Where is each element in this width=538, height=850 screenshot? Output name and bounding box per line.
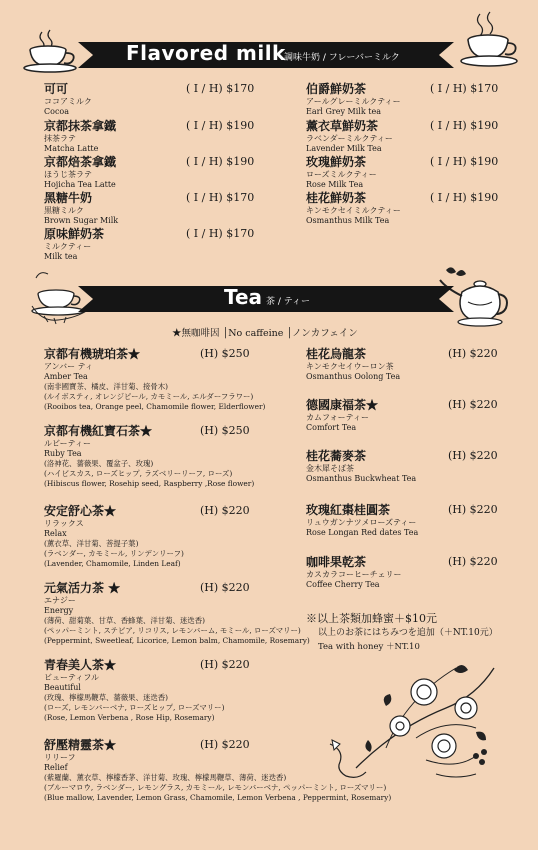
item-price: (H) $220 [200,504,250,517]
menu-item: 桂花烏龍茶 キンモクセイウーロン茶 Osmanthus Oolong Tea [306,347,401,381]
item-price: (H) $220 [448,449,498,462]
menu-item: 玫瑰紅棗桂圓茶 リュウガンナツメローズティー Rose Longan Red dates Tea [306,503,419,537]
tea-cup-icon [458,10,520,68]
honey-note-ja: 以上のお茶にはちみつを追加（＋NT.10元） [318,628,498,638]
honey-note: ※以上茶類加蜂蜜＋$10元 [306,612,437,625]
item-price: ( I / H) $190 [186,155,255,168]
menu-item: 京都有機琥珀茶★ アンバー ティ Amber Tea (南非國寶茶、橘皮、洋甘菊、接骨木) (ルイボスティ, オレンジピール, カモミール, エルダーフラワー) (Rooibos tea, Orange peel, Chamomile flower, Elderflower) [44,347,266,411]
item-price: (H) $220 [448,503,498,516]
menu-item: 可可 ココアミルク Cocoa [44,82,92,116]
milk-section-title: Flavored milk [126,41,286,65]
item-price: (H) $220 [448,347,498,360]
item-price: ( I / H) $170 [186,82,255,95]
menu-item: 元氣活力茶 ★ エナジー Energy (薄荷、甜菊葉、甘草、香蜂葉、洋甘菊、迷迭香) (ペッパーミント, ステビア, リコリス, レモンバーム, モミール, ローズマリー) (Peppermint, Sweetleaf, Licorice, Lemon balm, Chamomile, Rosemary) [44,581,310,645]
honey-note-en: Tea with honey ＋NT.10 [318,642,420,652]
item-price: ( I / H) $190 [430,119,499,132]
item-price: (H) $220 [200,658,250,671]
menu-item: 原味鮮奶茶 ミルクティー Milk tea [44,227,105,261]
tea-section-title: Tea [224,285,263,309]
item-price: (H) $220 [448,398,498,411]
menu-item: 咖啡果乾茶 カスカラコーヒーチェリー Coffee Cherry Tea [306,555,402,589]
item-price: (H) $250 [200,424,250,437]
item-price: (H) $250 [200,347,250,360]
item-price: (H) $220 [200,738,250,751]
item-price: ( I / H) $190 [430,155,499,168]
floral-illustration-icon [326,648,502,786]
menu-item: 京都焙茶拿鐵 ほうじ茶ラテ Hojicha Tea Latte [44,155,117,189]
tea-section-subtitle: 茶 / ティー [266,297,311,307]
item-price: ( I / H) $170 [430,82,499,95]
tea-set-icon [26,266,98,328]
caffeine-note: ★無咖啡因 │No caffeine │ノンカフェイン [172,328,358,339]
menu-item: 桂花鮮奶茶 キンモクセイミルクティー Osmanthus Milk Tea [306,191,401,225]
menu-item: 黑糖牛奶 黒糖ミルク Brown Sugar Milk [44,191,119,225]
menu-item: 青春美人茶★ ビューティフル Beautiful (玫瑰、檸檬馬鞭草、薔薇果、迷迭香) (ローズ, レモンバーベナ, ローズヒップ, ローズマリー) (Rose, Lemon Verbena , Rose Hip, Rosemary) [44,658,225,722]
menu-item: 伯爵鮮奶茶 アールグレーミルクティー Earl Grey Milk tea [306,82,401,116]
item-price: ( I / H) $170 [186,227,255,240]
item-price: (H) $220 [200,581,250,594]
teapot-icon [434,262,514,332]
menu-item: 玫瑰鮮奶茶 ローズミルクティー Rose Milk Tea [306,155,377,189]
coffee-cup-icon [22,28,84,74]
menu-item: 京都有機紅寶石茶★ ルビーティー Ruby Tea (洛神花、薔薇果、覆盆子、玫瑰) (ハイビスカス, ローズヒップ, ラズベリーリーフ, ローズ) (Hibiscus flower, Rosehip seed, Raspberry ,Rose flower) [44,424,255,488]
menu-item: 安定舒心茶★ リラックス Relax (薰衣草、洋甘菊、菩提子葉) (ラベンダー, カモミール, リンデンリーフ) (Lavender, Chamomile, Linden Leaf) [44,504,184,568]
item-price: ( I / H) $190 [430,191,499,204]
menu-item: 舒壓精靈茶★ リリーフ Relief (紫羅蘭、薰衣草、檸檬香茅、洋甘菊、玫瑰、檸檬馬鞭草、薄荷、迷迭香) (ブルーマロウ, ラベンダー, レモングラス, カモミール, レモンバーベナ, ペッパーミント, ローズマリー) (Blue mallow, Lavender, Lemon Grass, Chamomile, Lemon Verbena , Peppermint, Rosemary) [44,738,392,802]
item-price: ( I / H) $170 [186,191,255,204]
menu-item: 京都抹茶拿鐵 抹茶ラテ Matcha Latte [44,119,117,153]
menu-item: 薰衣草鮮奶茶 ラベンダーミルクティー Lavender Milk Tea [306,119,393,153]
milk-section-subtitle: 調味牛奶 / フレーバーミルク [284,53,400,63]
menu-item: 桂花蕎麥茶 金木犀そば茶 Osmanthus Buckwheat Tea [306,449,417,483]
item-price: ( I / H) $190 [186,119,255,132]
item-price: (H) $220 [448,555,498,568]
menu-item: 德國康福茶★ カムフォーティー Comfort Tea [306,398,379,432]
